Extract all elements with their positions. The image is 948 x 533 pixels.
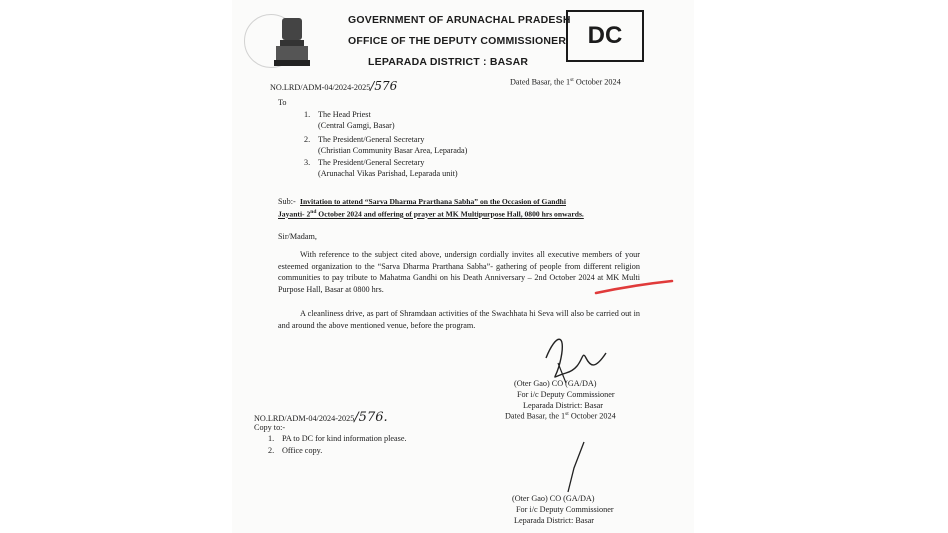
red-highlight-mark	[594, 279, 674, 297]
recipient-title: The President/General Secretary	[318, 158, 425, 167]
salutation: Sir/Madam,	[278, 232, 317, 241]
copy-item-number: 1.	[268, 434, 275, 443]
header-district: LEPARADA DISTRICT : BASAR	[368, 56, 529, 68]
subject-line-2: Jayanti- 2nd October 2024 and offering of prayer at MK Multipurpose Hall, 0800 hrs onwards.	[278, 209, 584, 219]
handwritten-signature-2	[560, 440, 590, 496]
signatory-1-district: Leparada District: Basar	[523, 401, 604, 410]
copy-reference-number: NO.LRD/ADM-04/2024-2025/576.	[254, 410, 388, 425]
signatory-2-district: Leparada District: Basar	[514, 516, 595, 525]
recipient-title: The President/General Secretary	[318, 135, 425, 144]
reference-number: NO.LRD/ADM-04/2024-2025/576	[270, 79, 398, 93]
state-emblem-icon	[264, 14, 320, 72]
to-label: To	[278, 98, 287, 107]
recipient-number: 2.	[304, 135, 311, 144]
recipient-subtitle: (Christian Community Basar Area, Leparada)	[318, 146, 468, 155]
copy-item-text: PA to DC for kind information please.	[282, 434, 407, 443]
handwritten-copy-number: /576.	[354, 410, 388, 425]
handwritten-signature-1	[536, 328, 616, 384]
copy-item-number: 2.	[268, 446, 275, 455]
signatory-1-date: Dated Basar, the 1st October 2024	[505, 411, 616, 421]
header-office: OFFICE OF THE DEPUTY COMMISSIONER	[348, 35, 567, 47]
recipient-number: 1.	[304, 110, 311, 119]
header-government: GOVERNMENT OF ARUNACHAL PRADESH	[348, 14, 571, 26]
copy-item-text: Office copy.	[282, 446, 323, 455]
recipient-number: 3.	[304, 158, 311, 167]
recipient-title: The Head Priest	[318, 110, 371, 119]
recipient-subtitle: (Arunachal Vikas Parishad, Leparada unit)	[318, 169, 458, 178]
body-paragraph-1: With reference to the subject cited above, undersign cordially invites all executive members of your esteemed organization to the “Sarva Dharma Prarthana Sabha”- gathering of people from different religion communities to pay tribute to Mahatma Gandhi on his Death Anniversary – 2nd October 2024 at MK Multi Purpose Hall, Basar at 0800 hrs.	[278, 250, 640, 294]
signatory-1-name: (Oter Gao) CO (GA/DA)	[514, 379, 597, 388]
copy-to-label: Copy to:-	[254, 423, 286, 432]
subject-label: Sub:-	[278, 197, 296, 206]
dc-badge: DC	[566, 10, 644, 62]
signatory-2-designation: For i/c Deputy Commissioner	[516, 505, 614, 514]
signatory-1-designation: For i/c Deputy Commissioner	[517, 390, 615, 399]
recipient-subtitle: (Central Gamgi, Basar)	[318, 121, 395, 130]
body-paragraph-2: A cleanliness drive, as part of Shramdaan activities of the Swachhata hi Seva will also be carried out in and around the above mentioned venue, before the program.	[278, 309, 640, 330]
signatory-2-name: (Oter Gao) CO (GA/DA)	[512, 494, 595, 503]
subject-line-1: Invitation to attend “Sarva Dharma Prarthana Sabha” on the Occasion of Gandhi	[300, 197, 567, 206]
handwritten-number: /576	[370, 79, 398, 93]
reference-date: Dated Basar, the 1st October 2024	[510, 77, 621, 87]
